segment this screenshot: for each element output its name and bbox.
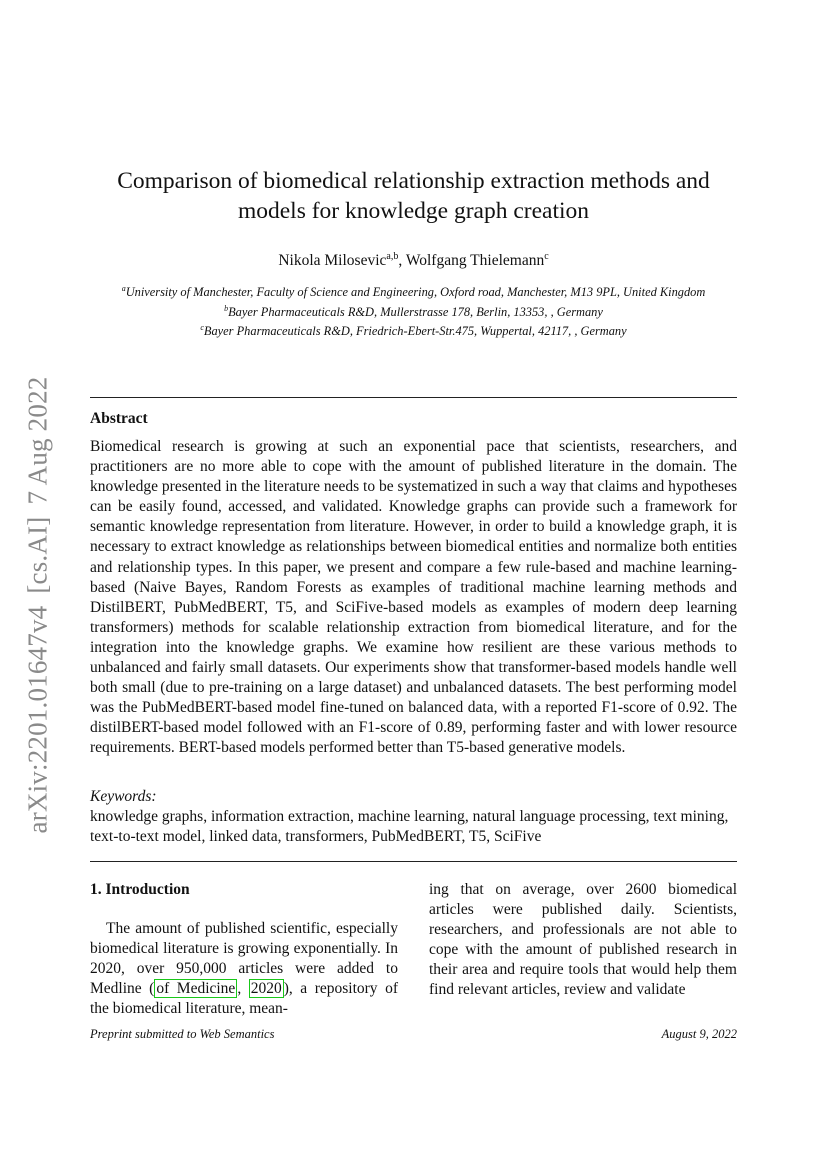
abstract-top-rule (90, 397, 737, 398)
affiliation-text: Bayer Pharmaceuticals R&D, Mullerstrasse 178, Berlin, 13353, , Germany (228, 304, 603, 319)
author-name: Nikola Milosevic (278, 252, 387, 270)
paragraph-text: ), a repository of the biomedical literature, mean- (90, 980, 398, 1018)
affiliation (110, 301, 717, 321)
affiliation-mark: c (200, 323, 204, 333)
affiliation-text: Bayer Pharmaceuticals R&D, Friedrich-Ebert-Str.475, Wuppertal, 42117, , Germany (203, 324, 627, 339)
author-separator: , (398, 252, 406, 270)
citation-link[interactable]: of Medicine (156, 980, 236, 998)
arxiv-stamp (23, 377, 54, 834)
keywords-label: Keywords: (90, 788, 157, 805)
citation-separator: , (237, 980, 249, 998)
citation-year-link[interactable]: 2020 (250, 980, 282, 998)
author-affiliation-mark: a,b (386, 251, 399, 262)
arxiv-category[interactable]: [cs.AI] (22, 516, 53, 594)
affiliation-list (110, 281, 717, 340)
arxiv-date: 7 Aug 2022 (22, 376, 53, 505)
abstract-heading: Abstract (90, 410, 148, 427)
section-heading-introduction: 1. Introduction (90, 881, 190, 898)
paper-title: Comparison of biomedical relationship extraction methods and models for knowledge graph creation (117, 168, 710, 224)
affiliation-mark: a (121, 284, 126, 293)
abstract-text: Biomedical research is growing at such an exponential pace that scientists, researchers, and practitioners are no more able to cope with the amount of published literature in the domain. The knowledge presented in the literature needs to be systematized in such a way that claims and hypotheses can be easily found, accessed, and validated. Knowledge graphs can provide such a framework for semantic knowledge representation from literature. However, in order to build a knowledge graph, it is necessary to extract knowledge as relationships between biomedical entities and normalize both entities and relationship types. In this paper, we present and compare a few rule-based and machine learning-based (Naive Bayes, Random Forests as examples of traditional machine learning methods and DistilBERT, PubMedBERT, T5, and SciFive-based models as examples of modern deep learning transformers) methods for scalable relationship extraction from biomedical literature, and for the integration into the knowledge graphs. We examine how resilient are these various methods to unbalanced and fairly small datasets. Our experiments show that transformer-based models handle well both small (due to pre-training on a large dataset) and unbalanced datasets. The best performing model was the PubMedBERT-based model fine-tuned on balanced data, with a reported F1-score of 0.92. The distilBERT-based model followed with an F1-score of 0.89, performing faster and with lower resource requirements. BERT-based models performed better than T5-based generative models. (90, 438, 737, 757)
affiliation (110, 281, 717, 301)
author-affiliation-mark: c (544, 251, 549, 262)
arxiv-identifier[interactable]: arXiv:2201.01647v4 (22, 605, 53, 834)
paragraph-text: The amount of published scientific, especially biomedical literature is growing exponentially. In 2020, over 950,000 articles were added to Medline ( (90, 920, 398, 998)
footer-preprint-note: Preprint submitted to Web Semantics (90, 1027, 275, 1041)
keywords-text: knowledge graphs, information extraction, machine learning, natural language processing, text mining, text-to-text model, linked data, transformers, PubMedBERT, T5, SciFive (90, 808, 729, 846)
affiliation-text: University of Manchester, Faculty of Science and Engineering, Oxford road, Manchester, M13 9PL, United Kingdom (125, 285, 706, 300)
affiliation (110, 320, 717, 340)
footer-date: August 9, 2022 (661, 1027, 737, 1041)
author-list (90, 247, 737, 271)
affiliation-mark: b (224, 303, 229, 313)
abstract-bottom-rule (90, 861, 737, 862)
introduction-paragraph-right: ing that on average, over 2600 biomedical articles were published daily. Scientists, researchers, and professionals are not able to cope with the amount of published research in their area and require tools that would help them find relevant articles, review and validate (429, 881, 737, 999)
author-name: Wolfgang Thielemann (405, 252, 545, 270)
introduction-paragraph-left (90, 919, 398, 1019)
